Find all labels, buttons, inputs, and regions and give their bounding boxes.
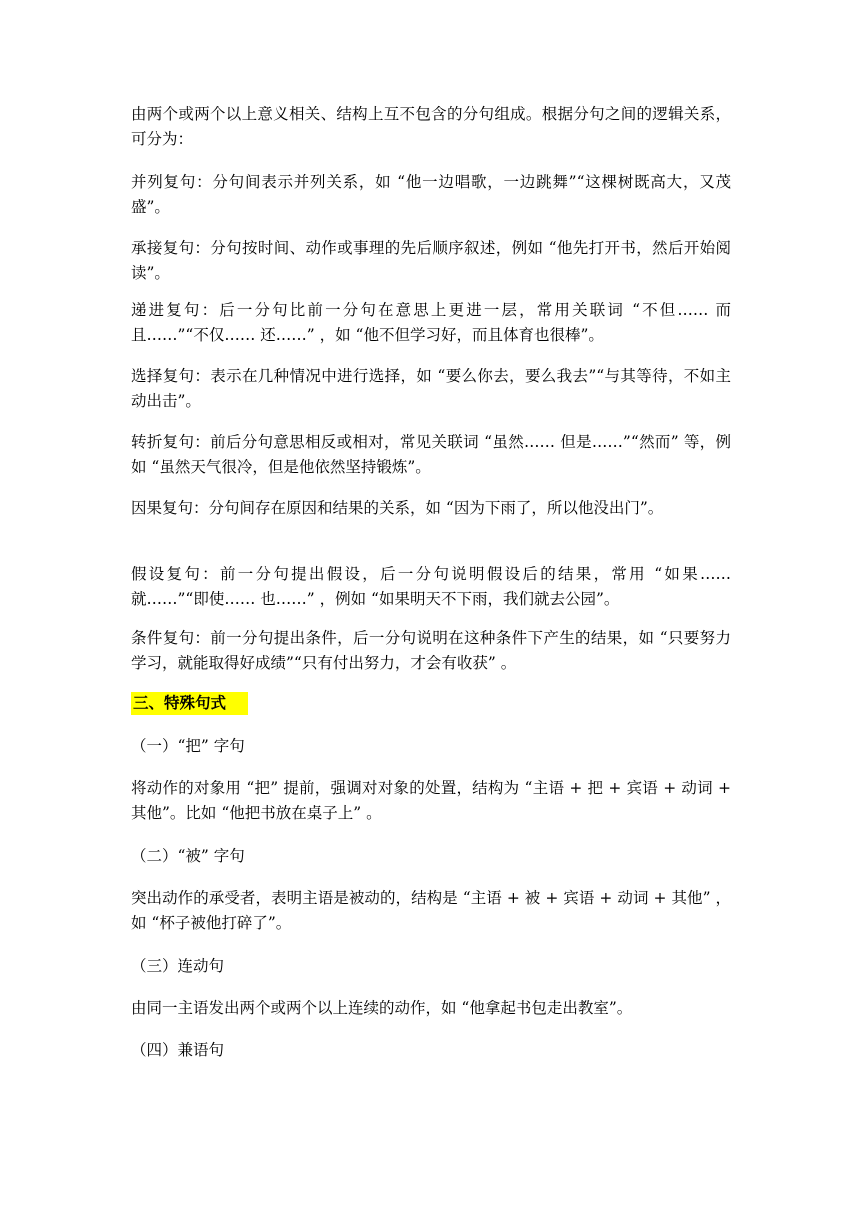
subsection-body: 由同一主语发出两个或两个以上连续的动作，如 “他拿起书包走出教室”。	[131, 999, 633, 1017]
intro-paragraph: 由两个或两个以上意义相关、结构上互不包含的分句组成。根据分句之间的逻辑关系，可分为：	[131, 105, 731, 148]
subsection-title: （三）连动句	[131, 957, 225, 975]
subsection-body: 将动作的对象用 “把” 提前，强调对对象的处置，结构为 “主语 + 把 + 宾语 + 动词 + 其他”。比如 “他把书放在桌子上” 。	[131, 779, 731, 822]
paragraph-conditional-complex-sentence: 条件复句：前一分句提出条件，后一分句说明在这种条件下产生的结果，如 “只要努力学习，就能取得好成绩”“只有付出努力，才会有收获” 。	[131, 629, 731, 672]
paragraph-causal-complex-sentence: 因果复句：分句间存在原因和结果的关系，如 “因为下雨了，所以他没出门”。	[131, 499, 664, 517]
subsection-body: 突出动作的承受者，表明主语是被动的，结构是 “主语 + 被 + 宾语 + 动词 + 其他” ，如 “杯子被他打碎了”。	[131, 889, 731, 932]
paragraph-sequential-complex-sentence: 承接复句：分句按时间、动作或事理的先后顺序叙述，例如 “他先打开书，然后开始阅读”。	[131, 239, 731, 282]
paragraph-progressive-complex-sentence: 递进复句：后一分句比前一分句在意思上更进一层，常用关联词 “不但…… 而且……”“不仅…… 还……” ，如 “他不但学习好，而且体育也很棒”。	[131, 301, 731, 344]
paragraph-parallel-complex-sentence: 并列复句：分句间表示并列关系，如 “他一边唱歌，一边跳舞”“这棵树既高大，又茂盛”。	[131, 173, 731, 216]
subsection-title: （一）“把” 字句	[131, 737, 245, 755]
section-heading: 三、特殊句式	[131, 692, 248, 715]
paragraph-hypothetical-complex-sentence: 假设复句：前一分句提出假设，后一分句说明假设后的结果，常用 “如果…… 就……”“即使…… 也……” ，例如 “如果明天不下雨，我们就去公园”。	[131, 565, 731, 608]
paragraph-adversative-complex-sentence: 转折复句：前后分句意思相反或相对，常见关联词 “虽然…… 但是……”“然而” 等，例如 “虽然天气很冷，但是他依然坚持锻炼”。	[131, 433, 731, 476]
subsection-title: （四）兼语句	[131, 1041, 225, 1059]
paragraph-choice-complex-sentence: 选择复句：表示在几种情况中进行选择，如 “要么你去，要么我去”“与其等待，不如主动出击”。	[131, 367, 731, 410]
subsection-title: （二）“被” 字句	[131, 847, 245, 865]
